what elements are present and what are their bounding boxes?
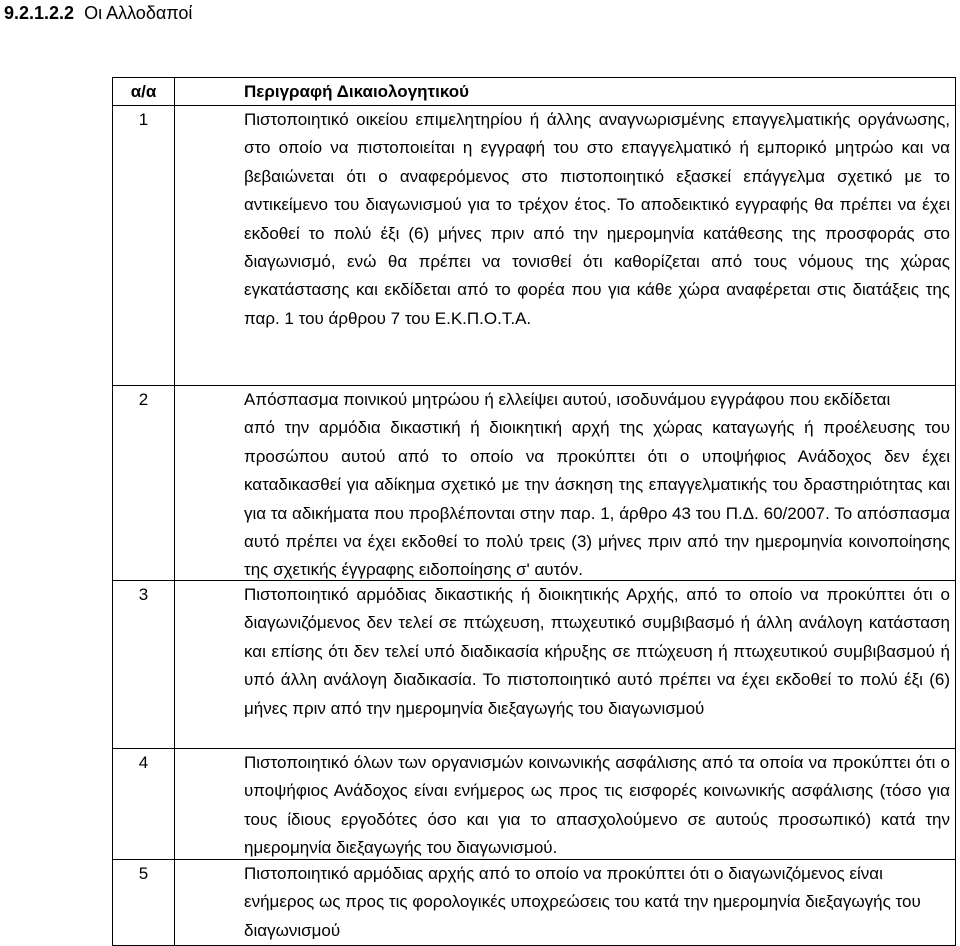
table-row — [113, 749, 956, 860]
description-paragraph: Πιστοποιητικό αρμόδιας αρχής από το οποίο να προκύπτει ότι ο διαγωνιζόμενος είναι ενήμερος ως προς τις φορολογικές υποχρεώσεις του κατά την ημερομηνία διεξαγωγής του διαγωνισμού — [244, 864, 921, 940]
row-description — [175, 749, 956, 860]
section-title: Οι Αλλοδαποί — [84, 3, 193, 23]
row-number: 4 — [113, 749, 175, 860]
row-description — [175, 581, 956, 749]
row-number: 1 — [113, 106, 175, 386]
description-paragraph: Απόσπασμα ποινικού μητρώου ή ελλείψει αυτού, ισοδυνάμου εγγράφου που εκδίδεται — [244, 390, 891, 409]
description-paragraph: Πιστοποιητικό οικείου επιμελητηρίου ή άλλης αναγνωρισμένης επαγγελματικής οργάνωσης, στο οποίο να πιστοποιείται η εγγραφή του στο επαγγελματικό ή εμπορικό μητρώο και να βεβαιώνεται ότι ο αναφερόμενος στο πιστοποιητικό εξασκεί επάγγελμα σχετικό με το αντικείμενο του διαγωνισμού για το τρέχον έτος. Το αποδεικτικό εγγραφής θα πρέπει να έχει εκδοθεί το πολύ έξι (6) μήνες πριν από την ημερομηνία κατάθεσης της προσφοράς στο διαγωνισμό, ενώ θα πρέπει να τονισθεί ότι καθορίζεται από τους νόμους της χώρας εγκατάστασης και εκδίδεται από το φορέα που για κάθε χώρα αναφέρεται στις διατάξεις της παρ. 1 του άρθρου 7 του Ε.Κ.Π.Ο.Τ.Α. — [244, 110, 950, 328]
description-paragraph: Πιστοποιητικό αρμόδιας δικαστικής ή διοικητικής Αρχής, από το οποίο να προκύπτει ότι ο διαγωνιζόμενος δεν τελεί σε πτώχευση, πτωχευτικό συμβιβασμό ή άλλη ανάλογη κατάσταση και επίσης ότι δεν τελεί υπό διαδικασία κήρυξης σε πτώχευση ή πτωχευτικού συμβιβασμού ή υπό άλλη ανάλογη διαδικασία. Το πιστοποιητικό αυτό πρέπει να έχει εκδοθεί το πολύ έξι (6) μήνες πριν από την ημερομηνία διεξαγωγής του διαγωνισμού — [244, 585, 950, 718]
table-header-row — [113, 78, 956, 106]
row-number: 3 — [113, 581, 175, 749]
documents-table — [112, 77, 956, 946]
description-paragraph: Πιστοποιητικό όλων των οργανισμών κοινωνικής ασφάλισης από τα οποία να προκύπτει ότι ο υποψήφιος Ανάδοχος είναι ενήμερος ως προς τις εισφορές κοινωνικής ασφάλισης (τόσο για τους ίδιους εργοδότες όσο και για το απασχολούμενο σε αυτούς προσωπικό) κατά την ημερομηνία διεξαγωγής του διαγωνισμού. — [244, 753, 950, 858]
column-header-description: Περιγραφή Δικαιολογητικού — [175, 78, 956, 106]
section-heading — [4, 2, 192, 24]
description-paragraph: από την αρμόδια δικαστική ή διοικητική αρχή της χώρας καταγωγής ή προέλευσης του προσώπου αυτού από το οποίο να προκύπτει ότι ο υποψήφιος Ανάδοχος δεν έχει καταδικασθεί για αδίκημα σχετικό με την άσκηση της επαγγελματικής του δραστηριότητας και για τα αδικήματα που προβλέπονται στην παρ. 1, άρθρο 43 του Π.Δ. 60/2007. Το απόσπασμα αυτό πρέπει να έχει εκδοθεί το πολύ τρεις (3) μήνες πριν από την ημερομηνία κοινοποίησης της σχετικής έγγραφης ειδοποίησης σ' αυτόν. — [244, 418, 950, 580]
row-description — [175, 386, 956, 581]
row-number: 5 — [113, 860, 175, 946]
table-row — [113, 860, 956, 946]
section-number: 9.2.1.2.2 — [4, 3, 75, 23]
row-description — [175, 106, 956, 386]
column-header-number: α/α — [113, 78, 175, 106]
row-description — [175, 860, 956, 946]
row-number: 2 — [113, 386, 175, 581]
table-row — [113, 386, 956, 581]
table-row — [113, 106, 956, 386]
table-row — [113, 581, 956, 749]
